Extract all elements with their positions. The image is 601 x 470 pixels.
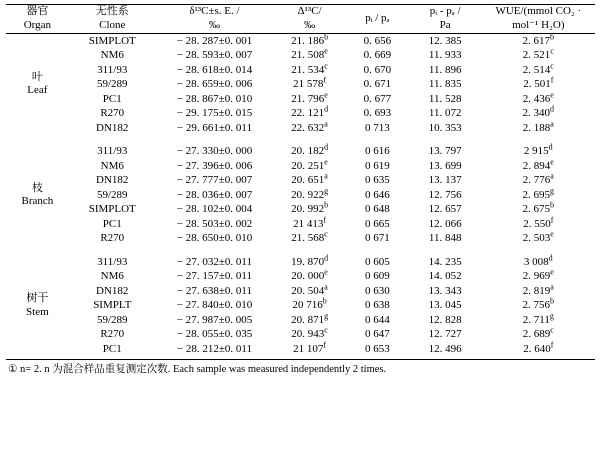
column-header-delta13c-line2: ‰: [304, 18, 316, 31]
cell-pipa-diff: 12. 496: [428, 342, 462, 355]
organ-label-cn: 叶: [31, 70, 43, 83]
cell-d13c: − 28. 036±0. 007: [176, 188, 253, 201]
table-body: [6, 33, 595, 356]
cell-wue: [482, 48, 595, 63]
column-header-delta13c: [273, 5, 346, 34]
cell-clone: R270: [100, 107, 125, 120]
cell-delta13c-value: 20. 651: [291, 174, 325, 187]
cell-delta13c-superscript: e: [324, 267, 328, 277]
cell-wue: [482, 173, 595, 188]
cell-pipa-diff: 12. 657: [428, 203, 462, 216]
cell-d13c: − 27. 840±0. 010: [176, 299, 253, 312]
cell-wue-superscript: f: [550, 340, 554, 350]
cell-delta13c: [273, 327, 346, 342]
cell-delta13c-value: 20 716: [292, 299, 323, 312]
cell-wue-superscript: c: [550, 325, 554, 335]
row-group-label-stem: [6, 255, 69, 357]
cell-wue-superscript: a: [550, 282, 554, 292]
cell-d13c: − 27. 032±0. 011: [176, 255, 252, 268]
cell-wue-value: 2. 969: [522, 270, 551, 283]
cell-wue: [482, 284, 595, 299]
column-header-delta13c-line1: Δ¹³C/: [297, 5, 322, 17]
cell-delta13c-value: 21 578: [293, 78, 324, 91]
cell-delta13c-superscript: a: [324, 118, 328, 128]
cell-wue: [482, 255, 595, 270]
cell-pipa-ratio: 0. 677: [363, 92, 392, 105]
table-footnote: ① n= 2. n 为混合样品重复测定次数. Each sample was measured independently 2 times.: [6, 359, 595, 377]
column-header-pi-pa-diff-line1: pᵢ - pₐ /: [429, 5, 461, 17]
cell-delta13c-value: 21. 186: [291, 34, 325, 47]
cell-wue-superscript: e: [550, 229, 554, 239]
cell-wue: [482, 106, 595, 121]
cell-wue-superscript: d: [548, 142, 553, 152]
cell-pipa-diff: 12. 385: [428, 34, 462, 47]
cell-wue-superscript: a: [550, 118, 554, 128]
table-row: [6, 159, 595, 174]
cell-clone: PC1: [102, 342, 122, 355]
column-header-clone-cn: 无性系: [95, 5, 129, 17]
column-header-d13c-se: [156, 5, 273, 34]
cell-pipa-diff: 13. 045: [428, 299, 462, 312]
cell-wue: [482, 269, 595, 284]
cell-pipa-ratio: 0 665: [365, 217, 390, 230]
cell-delta13c-value: 21. 508: [291, 49, 325, 62]
cell-delta13c-value: 22. 632: [291, 121, 325, 134]
cell-clone: NM6: [100, 49, 124, 62]
cell-d13c: − 27. 638±0. 011: [176, 284, 252, 297]
cell-pipa-ratio: 0. 656: [363, 34, 392, 47]
group-spacer: [6, 135, 595, 144]
cell-delta13c-value: 21. 534: [291, 63, 325, 76]
cell-delta13c: [273, 298, 346, 313]
cell-wue: [482, 313, 595, 328]
cell-pipa-ratio: 0 647: [365, 328, 390, 341]
organ-label-cn: 树干: [26, 292, 49, 305]
cell-delta13c: [273, 202, 346, 217]
cell-pipa-diff: 12. 756: [428, 188, 462, 201]
cell-clone: PC1: [102, 92, 122, 105]
cell-delta13c-value: 21. 568: [291, 232, 325, 245]
cell-pipa-ratio: 0. 670: [363, 63, 392, 76]
cell-d13c: − 28. 212±0. 011: [176, 342, 252, 355]
cell-wue-superscript: e: [550, 89, 554, 99]
cell-d13c: − 27. 987±0. 005: [176, 313, 253, 326]
cell-pipa-diff: 13. 137: [428, 174, 462, 187]
measurement-table: [6, 4, 595, 356]
cell-delta13c: [273, 284, 346, 299]
cell-delta13c-superscript: e: [324, 156, 328, 166]
cell-wue-value: 2. 819: [522, 284, 551, 297]
cell-pipa-diff: 11. 528: [428, 92, 462, 105]
table-row: [6, 255, 595, 270]
column-header-pi-pa-ratio-line1: pᵢ / pₐ: [365, 11, 390, 24]
cell-wue: [482, 156, 595, 174]
cell-pipa-ratio: 0 638: [365, 299, 390, 312]
cell-wue-value: 2. 340: [522, 107, 551, 120]
cell-delta13c: [273, 106, 346, 121]
cell-delta13c-value: 20. 943: [291, 328, 325, 341]
cell-pipa-diff: 11. 933: [428, 49, 462, 62]
cell-delta13c-superscript: c: [324, 325, 328, 335]
cell-delta13c-superscript: b: [322, 296, 327, 306]
cell-clone: 311/93: [97, 255, 128, 268]
cell-pipa-diff: 10. 353: [428, 121, 462, 134]
cell-wue-superscript: d: [548, 253, 553, 263]
cell-d13c: − 27. 396±0. 006: [176, 159, 253, 172]
cell-delta13c: [273, 156, 346, 174]
cell-delta13c: [273, 77, 346, 92]
cell-delta13c: [273, 118, 346, 136]
table-row: [6, 217, 595, 232]
cell-pipa-ratio: 0 648: [365, 203, 390, 216]
table-row: [6, 106, 595, 121]
cell-wue-superscript: b: [550, 31, 555, 41]
cell-pipa-ratio: 0 644: [365, 313, 390, 326]
cell-pipa-diff: 13. 699: [428, 159, 462, 172]
column-header-organ-cn: 器官: [26, 5, 49, 17]
cell-wue: [482, 33, 595, 48]
cell-d13c: − 29. 175±0. 015: [176, 107, 253, 120]
cell-delta13c-value: 20. 992: [291, 203, 325, 216]
cell-wue-value: 2. 756: [522, 299, 551, 312]
cell-pipa-diff: 13. 797: [428, 145, 462, 158]
cell-delta13c: [273, 60, 346, 78]
cell-delta13c: [273, 48, 346, 63]
cell-delta13c-value: 20. 182: [291, 145, 325, 158]
column-header-d13c-se-line1: δ¹³C±s. E. /: [189, 5, 240, 17]
table-row: [6, 121, 595, 136]
cell-d13c: − 27. 157±0. 011: [176, 270, 252, 283]
cell-delta13c-value: 21 107: [293, 342, 324, 355]
cell-delta13c-value: 20. 504: [291, 284, 325, 297]
cell-delta13c-superscript: b: [324, 31, 329, 41]
table-row: [6, 144, 595, 159]
organ-label-cn: 枝: [31, 181, 43, 194]
table-row: [6, 202, 595, 217]
table-header: [6, 5, 595, 34]
column-header-wue: [482, 5, 595, 34]
cell-pipa-diff: 11. 896: [428, 63, 462, 76]
cell-delta13c-value: 21. 796: [291, 92, 325, 105]
cell-delta13c-superscript: d: [324, 142, 329, 152]
cell-pipa-ratio: 0 653: [365, 342, 390, 355]
cell-wue-value: 2. 640: [523, 342, 551, 355]
cell-d13c: − 28. 055±0. 035: [176, 328, 253, 341]
cell-wue: [482, 118, 595, 136]
cell-clone: 59/289: [96, 188, 128, 201]
cell-pipa-ratio: 0 635: [365, 174, 390, 187]
cell-d13c: − 28. 287±0. 001: [176, 34, 253, 47]
cell-wue-value: 2. 711: [522, 313, 550, 326]
cell-wue-value: 2. 521: [522, 49, 551, 62]
cell-wue-value: 2. 776: [522, 174, 551, 187]
cell-wue: [482, 77, 595, 92]
cell-delta13c-superscript: c: [324, 60, 328, 70]
column-header-organ: [6, 5, 69, 34]
cell-wue-value: 2. 501: [523, 78, 551, 91]
cell-clone: NM6: [100, 270, 124, 283]
cell-wue: [482, 298, 595, 313]
cell-pipa-ratio: 0. 693: [363, 107, 392, 120]
cell-clone: DN182: [96, 121, 129, 134]
cell-clone: R270: [100, 232, 125, 245]
cell-pipa-ratio: 0 713: [365, 121, 390, 134]
cell-pipa-diff: 12. 727: [428, 328, 462, 341]
cell-pipa-diff: 12. 828: [428, 313, 462, 326]
table-row: [6, 92, 595, 107]
cell-d13c: − 28. 867±0. 010: [176, 92, 253, 105]
table-row: [6, 231, 595, 246]
cell-delta13c-superscript: d: [324, 104, 329, 114]
table-row: [6, 342, 595, 357]
column-header-wue-line2: mol⁻¹ H₂O): [512, 18, 565, 31]
cell-pipa-diff: 11. 072: [428, 107, 462, 120]
cell-pipa-diff: 12. 066: [428, 217, 462, 230]
cell-clone: 311/93: [97, 63, 128, 76]
table-row: [6, 284, 595, 299]
cell-pipa-ratio: 0 609: [365, 270, 390, 283]
cell-wue: [482, 144, 595, 159]
cell-wue: [482, 231, 595, 246]
cell-delta13c-value: 20. 922: [291, 188, 325, 201]
cell-clone: DN182: [96, 174, 129, 187]
cell-wue-superscript: c: [550, 60, 554, 70]
cell-delta13c: [273, 144, 346, 159]
cell-d13c: − 28. 593±0. 007: [176, 49, 253, 62]
cell-delta13c-superscript: b: [324, 200, 329, 210]
cell-pipa-diff: 14. 052: [428, 270, 462, 283]
cell-clone: 59/289: [96, 313, 128, 326]
table-row: [6, 48, 595, 63]
cell-delta13c-superscript: f: [323, 340, 327, 350]
table-row: [6, 269, 595, 284]
cell-wue-value: 2 915: [523, 145, 549, 158]
column-header-d13c-se-line2: ‰: [208, 18, 220, 31]
organ-label-en: Stem: [26, 305, 49, 318]
cell-wue-superscript: b: [550, 200, 555, 210]
cell-d13c: − 29. 661±0. 011: [176, 121, 252, 134]
cell-delta13c-superscript: g: [324, 311, 329, 321]
cell-wue-value: 2. 675: [522, 203, 551, 216]
table-row: [6, 173, 595, 188]
table-row: [6, 298, 595, 313]
cell-wue: [482, 342, 595, 357]
cell-wue-value: 2. 617: [522, 34, 551, 47]
cell-d13c: − 27. 777±0. 007: [176, 174, 253, 187]
cell-clone: SIMPLOT: [88, 34, 136, 47]
cell-delta13c: [273, 255, 346, 270]
cell-delta13c-superscript: c: [324, 229, 328, 239]
cell-clone: NM6: [100, 159, 124, 172]
cell-clone: PC1: [102, 217, 122, 230]
cell-delta13c-value: 20. 000: [291, 270, 325, 283]
column-header-clone: [69, 5, 156, 34]
cell-pipa-ratio: 0 630: [365, 284, 390, 297]
cell-wue-value: 2. 514: [522, 63, 551, 76]
cell-delta13c-superscript: f: [323, 75, 327, 85]
group-spacer: [6, 246, 595, 255]
cell-wue-superscript: b: [550, 296, 555, 306]
table-row: [6, 63, 595, 78]
cell-delta13c-superscript: d: [324, 253, 329, 263]
row-group-label-branch: [6, 144, 69, 246]
cell-d13c: − 27. 330±0. 000: [176, 145, 253, 158]
cell-wue-superscript: f: [550, 215, 554, 225]
cell-clone: 59/289: [96, 78, 128, 91]
cell-wue-value: 2. 550: [523, 217, 551, 230]
cell-pipa-ratio: 0 671: [365, 232, 390, 245]
cell-delta13c: [273, 89, 346, 107]
cell-wue-value: 2. 503: [522, 232, 551, 245]
cell-wue: [482, 188, 595, 203]
cell-pipa-ratio: 0. 671: [363, 78, 392, 91]
cell-wue: [482, 89, 595, 107]
cell-d13c: − 28. 618±0. 014: [176, 63, 253, 76]
row-group-label-leaf: [6, 33, 69, 135]
cell-delta13c: [273, 342, 346, 357]
column-header-clone-en: Clone: [99, 18, 126, 31]
cell-wue-value: 2. 894: [522, 159, 551, 172]
column-header-pi-pa-diff: [409, 5, 482, 34]
cell-delta13c: [273, 217, 346, 232]
cell-clone: R270: [100, 328, 125, 341]
cell-wue-value: 2. 695: [522, 188, 551, 201]
cell-clone: DN182: [96, 284, 129, 297]
cell-wue-superscript: g: [550, 186, 555, 195]
cell-delta13c-superscript: g: [324, 186, 329, 195]
cell-delta13c-value: 21 413: [293, 217, 324, 230]
cell-d13c: − 28. 503±0. 002: [176, 217, 253, 230]
table-row: [6, 33, 595, 48]
column-header-pi-pa-ratio: [346, 5, 409, 34]
table-row: [6, 188, 595, 203]
cell-pipa-diff: 13. 343: [428, 284, 462, 297]
cell-delta13c-value: 20. 871: [291, 313, 325, 326]
cell-wue: [482, 217, 595, 232]
cell-delta13c: [273, 231, 346, 246]
cell-delta13c-superscript: a: [324, 282, 328, 292]
cell-pipa-ratio: 0. 669: [363, 49, 392, 62]
cell-wue-superscript: e: [550, 267, 554, 277]
table-row: [6, 313, 595, 328]
organ-label-en: Leaf: [27, 84, 48, 97]
cell-delta13c-superscript: e: [324, 46, 328, 56]
cell-wue-value: 2. 188: [522, 121, 551, 134]
cell-pipa-ratio: 0 619: [365, 159, 390, 172]
column-header-pi-pa-diff-line2: Pa: [439, 18, 451, 31]
cell-clone: SIMPLT: [93, 299, 132, 312]
cell-pipa-ratio: 0 605: [365, 255, 390, 268]
cell-pipa-diff: 11. 835: [428, 78, 462, 91]
cell-delta13c: [273, 173, 346, 188]
cell-wue: [482, 202, 595, 217]
column-header-organ-en: Organ: [23, 18, 52, 31]
cell-pipa-diff: 11. 848: [428, 232, 462, 245]
cell-d13c: − 28. 650±0. 010: [176, 232, 253, 245]
column-header-wue-line1: WUE/(mmol CO₂ ·: [495, 5, 582, 17]
cell-delta13c-value: 22. 121: [291, 107, 325, 120]
cell-wue-superscript: c: [550, 46, 554, 56]
cell-wue-value: 2. 689: [522, 328, 551, 341]
cell-wue-superscript: e: [550, 156, 554, 166]
cell-delta13c-superscript: f: [323, 215, 327, 225]
cell-clone: SIMPLOT: [88, 203, 136, 216]
table-row: [6, 77, 595, 92]
cell-delta13c-superscript: a: [324, 171, 328, 181]
cell-wue: [482, 60, 595, 78]
cell-pipa-diff: 14. 235: [428, 255, 462, 268]
cell-delta13c: [273, 269, 346, 284]
cell-wue-value: 2. 436: [522, 92, 551, 105]
cell-wue-superscript: g: [549, 311, 554, 321]
cell-delta13c-value: 20. 251: [291, 159, 325, 172]
cell-d13c: − 28. 102±0. 004: [176, 203, 253, 216]
cell-wue-value: 3 008: [523, 255, 549, 268]
cell-delta13c-value: 19. 870: [291, 255, 325, 268]
cell-wue-superscript: a: [550, 171, 554, 181]
table-row: [6, 327, 595, 342]
cell-delta13c: [273, 188, 346, 203]
cell-wue: [482, 327, 595, 342]
cell-clone: 311/93: [97, 145, 128, 158]
cell-pipa-ratio: 0 616: [365, 145, 390, 158]
cell-wue-superscript: f: [550, 75, 554, 85]
cell-pipa-ratio: 0 646: [365, 188, 390, 201]
cell-wue-superscript: d: [550, 104, 555, 114]
cell-delta13c: [273, 33, 346, 48]
cell-delta13c-superscript: e: [324, 89, 328, 99]
cell-delta13c: [273, 313, 346, 328]
cell-d13c: − 28. 659±0. 006: [176, 78, 253, 91]
organ-label-en: Branch: [21, 194, 54, 207]
